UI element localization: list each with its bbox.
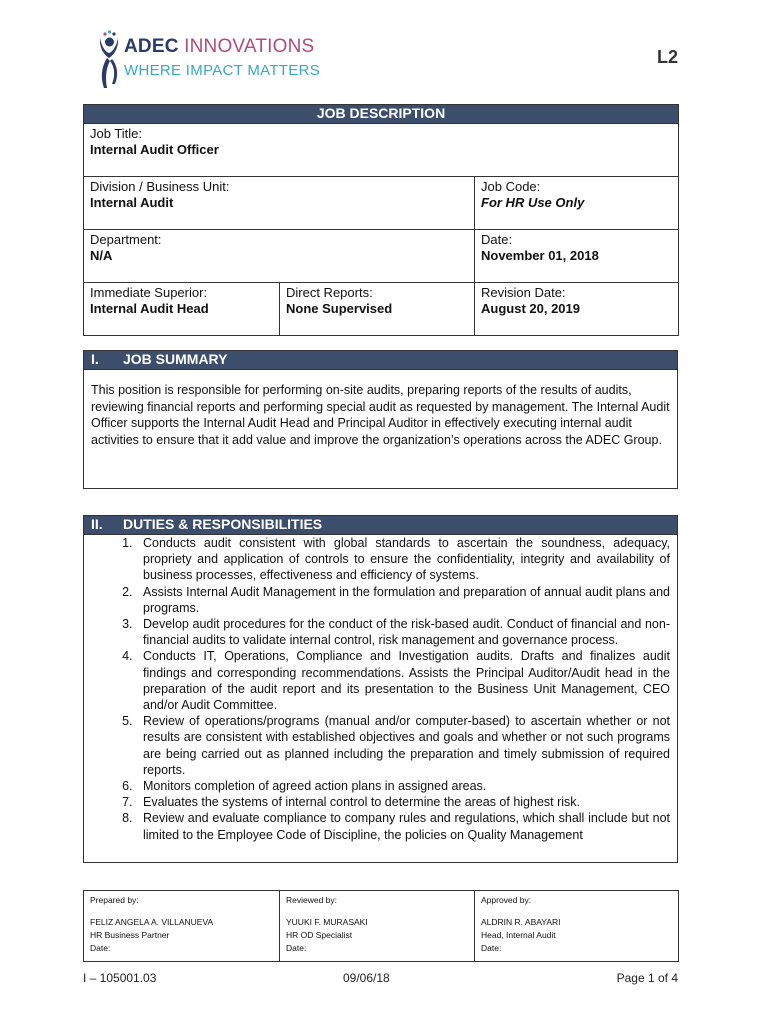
- duties-title: DUTIES & RESPONSIBILITIES: [123, 516, 323, 532]
- superior-cell: [84, 283, 280, 336]
- duties-list: [91, 535, 670, 843]
- direct-reports-label: Direct Reports:: [286, 285, 373, 300]
- duty-item: 7. Evaluates the systems of internal control to determine the areas of highest risk.: [136, 794, 670, 810]
- approved-by-title: Head, Internal Audit: [481, 930, 556, 940]
- document-level: L2: [656, 47, 678, 67]
- duties-body: [84, 535, 678, 863]
- reviewed-by-cell: [280, 891, 475, 962]
- job-title-cell: [84, 124, 679, 177]
- job-description-table: [83, 104, 679, 336]
- duty-item: 6. Monitors completion of agreed action plans in assigned areas.: [136, 778, 670, 794]
- direct-reports-value: None Supervised: [286, 301, 393, 316]
- footer-page-number: Page 1 of 4: [616, 971, 678, 985]
- date-cell: [475, 230, 679, 283]
- reviewed-by-title: HR OD Specialist: [286, 930, 353, 940]
- brand-light: INNOVATIONS: [184, 36, 315, 57]
- duties-number: II.: [91, 516, 103, 532]
- approved-by-date: Date:: [481, 943, 502, 953]
- division-label: Division / Business Unit:: [90, 179, 230, 194]
- division-value: Internal Audit: [90, 195, 174, 210]
- duty-item: 4. Conducts IT, Operations, Compliance and Investigation audits. Drafts and finalizes audit findings and corresponding recommendations. Assists the Principal Auditor/Audit head in the preparation of the audit report and its presentation to the Business Unit Management, CEO and/or Audit Committee.: [136, 648, 670, 713]
- signature-table: [83, 890, 679, 962]
- date-label: Date:: [481, 232, 513, 247]
- duty-item: 3. Develop audit procedures for the conduct of the risk-based audit. Conduct of financial and non-financial audits to validate internal control, risk management and governance process.: [136, 616, 670, 648]
- job-summary-text: This position is responsible for performing on-site audits, preparing reports of the results of audits, reviewing financial reports and performing special audit as requested by management. The Internal Audit Officer supports the Internal Audit Head and Principal Auditor in effectively executing internal audit activities to ensure that it add value and improve the organization’s operations across the ADEC Group.: [84, 370, 678, 489]
- approved-by-name: ALDRIN R. ABAYARI: [481, 917, 561, 927]
- reviewed-by-label: Reviewed by:: [286, 895, 338, 905]
- job-description-heading: JOB DESCRIPTION: [84, 105, 679, 124]
- reviewed-by-name: YUUKI F. MURASAKI: [286, 917, 368, 927]
- brand-name: [124, 36, 314, 58]
- job-summary-title: JOB SUMMARY: [123, 351, 228, 367]
- job-title-value: Internal Audit Officer: [90, 142, 219, 157]
- job-summary-number: I.: [91, 351, 99, 367]
- prepared-by-date: Date:: [90, 943, 111, 953]
- department-value: N/A: [90, 248, 113, 263]
- approved-by-label: Approved by:: [481, 895, 532, 905]
- duties-section: [83, 515, 678, 863]
- prepared-by-cell: [84, 891, 280, 962]
- approved-by-cell: [475, 891, 679, 962]
- footer-doc-code: I – 105001.03: [83, 971, 157, 985]
- revision-date-label: Revision Date:: [481, 285, 566, 300]
- division-cell: [84, 177, 475, 230]
- superior-value: Internal Audit Head: [90, 301, 209, 316]
- job-code-label: Job Code:: [481, 179, 541, 194]
- duties-heading: [84, 516, 678, 535]
- company-logo: [94, 28, 321, 90]
- superior-label: Immediate Superior:: [90, 285, 208, 300]
- job-title-label: Job Title:: [90, 126, 143, 141]
- brand-bold: ADEC: [124, 36, 179, 57]
- prepared-by-name: FELIZ ANGELA A. VILLANUEVA: [90, 917, 214, 927]
- prepared-by-label: Prepared by:: [90, 895, 139, 905]
- duty-item: 8. Review and evaluate compliance to company rules and regulations, which shall include but not limited to the Employee Code of Discipline, the policies on Quality Management: [136, 810, 670, 842]
- job-summary-heading: [84, 351, 678, 370]
- department-cell: [84, 230, 475, 283]
- brand-tagline: WHERE IMPACT MATTERS: [124, 62, 321, 79]
- person-logo-icon: [94, 28, 122, 90]
- duty-item: 2. Assists Internal Audit Management in the formulation and preparation of annual audit plans and programs.: [136, 584, 670, 616]
- prepared-by-title: HR Business Partner: [90, 930, 170, 940]
- reviewed-by-date: Date:: [286, 943, 307, 953]
- direct-reports-cell: [280, 283, 475, 336]
- revision-date-cell: [475, 283, 679, 336]
- department-label: Department:: [90, 232, 162, 247]
- job-code-value: For HR Use Only: [481, 195, 585, 210]
- duty-item: 1. Conducts audit consistent with global standards to ascertain the soundness, adequacy, propriety and application of controls to ensure the confidentiality, integrity and availability of business processes, effectiveness and efficiency of systems.: [136, 535, 670, 584]
- date-value: November 01, 2018: [481, 248, 599, 263]
- job-code-cell: [475, 177, 679, 230]
- duty-item: 5. Review of operations/programs (manual and/or computer-based) to ascertain whether or not results are consistent with established objectives and goals and whether or not such programs are being carried out as planned including the preparation and timely submission of required reports.: [136, 713, 670, 778]
- footer-doc-date: 09/06/18: [343, 971, 390, 985]
- revision-date-value: August 20, 2019: [481, 301, 580, 316]
- job-summary-section: [83, 350, 678, 489]
